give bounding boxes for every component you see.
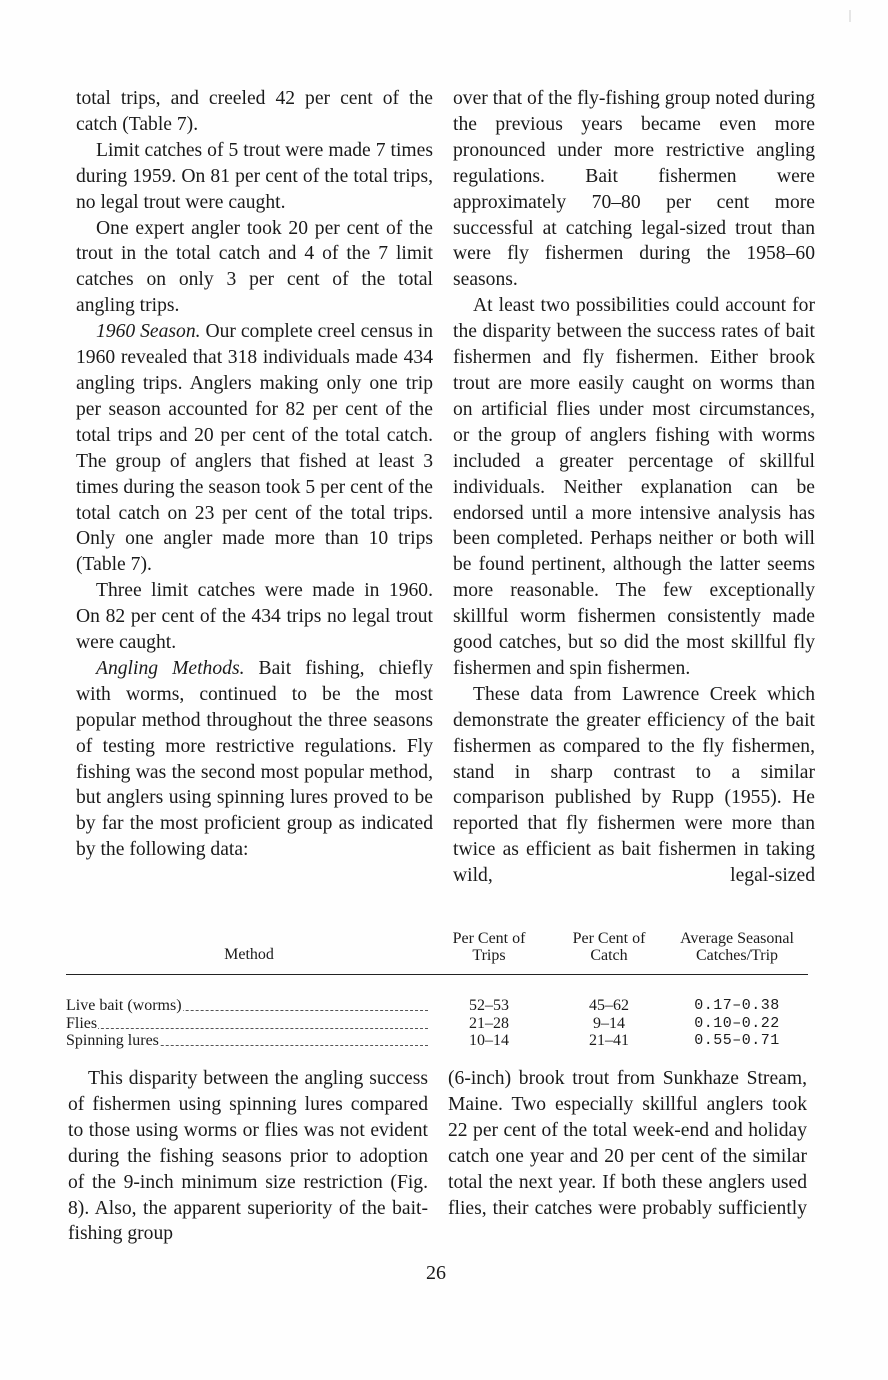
- paragraph-text: Our complete creel census in 1960 revealed that 318 individuals made 434 angling trips. Anglers making only one trip per season accounted for 82 per cent of the total trips and 20 per cent of the total catch. The group of anglers that fished at least 3 times during the season took 5 per cent of the total catch on 23 per cent of the total trips. Only one angler made more than 10 trips (Table 7).: [76, 321, 433, 576]
- cell-average: 0.10–0.22: [694, 1015, 780, 1032]
- method-label: Spinning lures: [66, 1033, 159, 1049]
- header-line: Average Seasonal: [680, 930, 794, 947]
- cell-trips: 52–53: [469, 997, 509, 1014]
- cell-average: 0.55–0.71: [694, 1032, 780, 1049]
- header-line: Trips: [472, 947, 506, 964]
- paragraph: At least two possibilities could account for the disparity between the success rates of bait fishermen and fly fishermen. Either brook trout are more easily caught on worms than on artificial flies under most circumstances, or the group of anglers fishing with worms included a greater percentage of skillful individuals. Neither explanation can be endorsed until a more intensive analysis has been completed. Perhaps neither or both will be found pertinent, although the latter seems more reasonable. The few exceptionally skillful worm fishermen consistently made good catches, but so did the most skillful fly fishermen and spin fishermen.: [453, 295, 815, 679]
- paragraph: total trips, and creeled 42 per cent of the catch (Table 7).: [76, 88, 433, 135]
- paragraph: These data from Lawrence Creek which demonstrate the greater efficiency of the bait fishermen as compared to the fly fishermen, stand in sharp contrast to a similar comparison published by Rupp (1955). He reported that fly fishermen were more than twice as efficient as bait fishermen in taking wild, legal-sized: [453, 683, 815, 887]
- method-label: Flies: [66, 1016, 98, 1032]
- dot-leader: [66, 1028, 428, 1029]
- column-header-average: [662, 930, 812, 964]
- paragraph: (6-inch) brook trout from Sunkhaze Stream, Maine. Two especially skillful anglers took 22 per cent of the total week-end and holiday catch one year and 20 per cent of the similar total the next year. If both these anglers used flies, their catches were probably sufficiently: [448, 1068, 807, 1219]
- paragraph: Three limit catches were made in 1960. On 82 per cent of the 434 trips no legal trout were caught.: [76, 580, 433, 654]
- run-in-heading: Angling Methods.: [96, 657, 245, 679]
- cell-catch: 9–14: [593, 1015, 625, 1032]
- run-in-heading: 1960 Season.: [96, 321, 201, 343]
- table-row: [66, 998, 808, 1016]
- row-method: [66, 1033, 428, 1049]
- row-method: [66, 998, 428, 1014]
- paragraph-angling-methods: [76, 656, 433, 863]
- table-rule: [66, 974, 808, 975]
- method-label: Live bait (worms): [66, 998, 182, 1014]
- paragraph: This disparity between the angling success of fishermen using spinning lures compared to those using worms or flies was not evident during the fishing seasons prior to adoption of the 9-inch minimum size restriction (Fig. 8). Also, the apparent superiority of the bait-fishing group: [68, 1068, 428, 1245]
- cell-trips: 21–28: [469, 1015, 509, 1032]
- row-method: [66, 1016, 428, 1032]
- paragraph: One expert angler took 20 per cent of the trout in the total catch and 4 of the 7 limit catches on only 3 per cent of the total angling trips.: [76, 217, 433, 317]
- right-column-top: [453, 86, 815, 889]
- column-header-trips: [432, 930, 546, 964]
- right-column-bottom: [448, 1066, 807, 1221]
- header-line: Per Cent of: [452, 930, 526, 947]
- paragraph-text: Bait fishing, chiefly with worms, continued to be the most popular method throughout the three seasons of testing more restrictive regulations. Fly fishing was the second most popular method, but anglers using spinning lures proved to be by far the most proficient group as indicated by the following data:: [76, 657, 433, 861]
- header-line: Per Cent of: [572, 930, 646, 947]
- column-header-catch: [556, 930, 662, 964]
- paragraph-1960-season: [76, 319, 433, 578]
- cell-trips: 10–14: [469, 1032, 509, 1049]
- header-line: Catches/Trip: [695, 947, 779, 964]
- header-line: Catch: [590, 947, 628, 964]
- table-row: [66, 1033, 808, 1051]
- cell-catch: 45–62: [589, 997, 629, 1014]
- column-header-method: Method: [224, 946, 274, 963]
- paragraph: Limit catches of 5 trout were made 7 times during 1959. On 81 per cent of the total trips, no legal trout were caught.: [76, 139, 433, 213]
- left-column-top: [76, 86, 433, 863]
- cell-average: 0.17–0.38: [694, 997, 780, 1014]
- scan-mark: [849, 10, 851, 22]
- paragraph: over that of the fly-fishing group noted during the previous years became even more pronounced under more restrictive angling regulations. Bait fishermen were approximately 70–80 per cent more successful at catching legal-sized trout than were fly fishermen during the 1958–60 seasons.: [453, 88, 815, 291]
- page-number: 26: [426, 1262, 446, 1284]
- left-column-bottom: [68, 1066, 428, 1247]
- cell-catch: 21–41: [589, 1032, 629, 1049]
